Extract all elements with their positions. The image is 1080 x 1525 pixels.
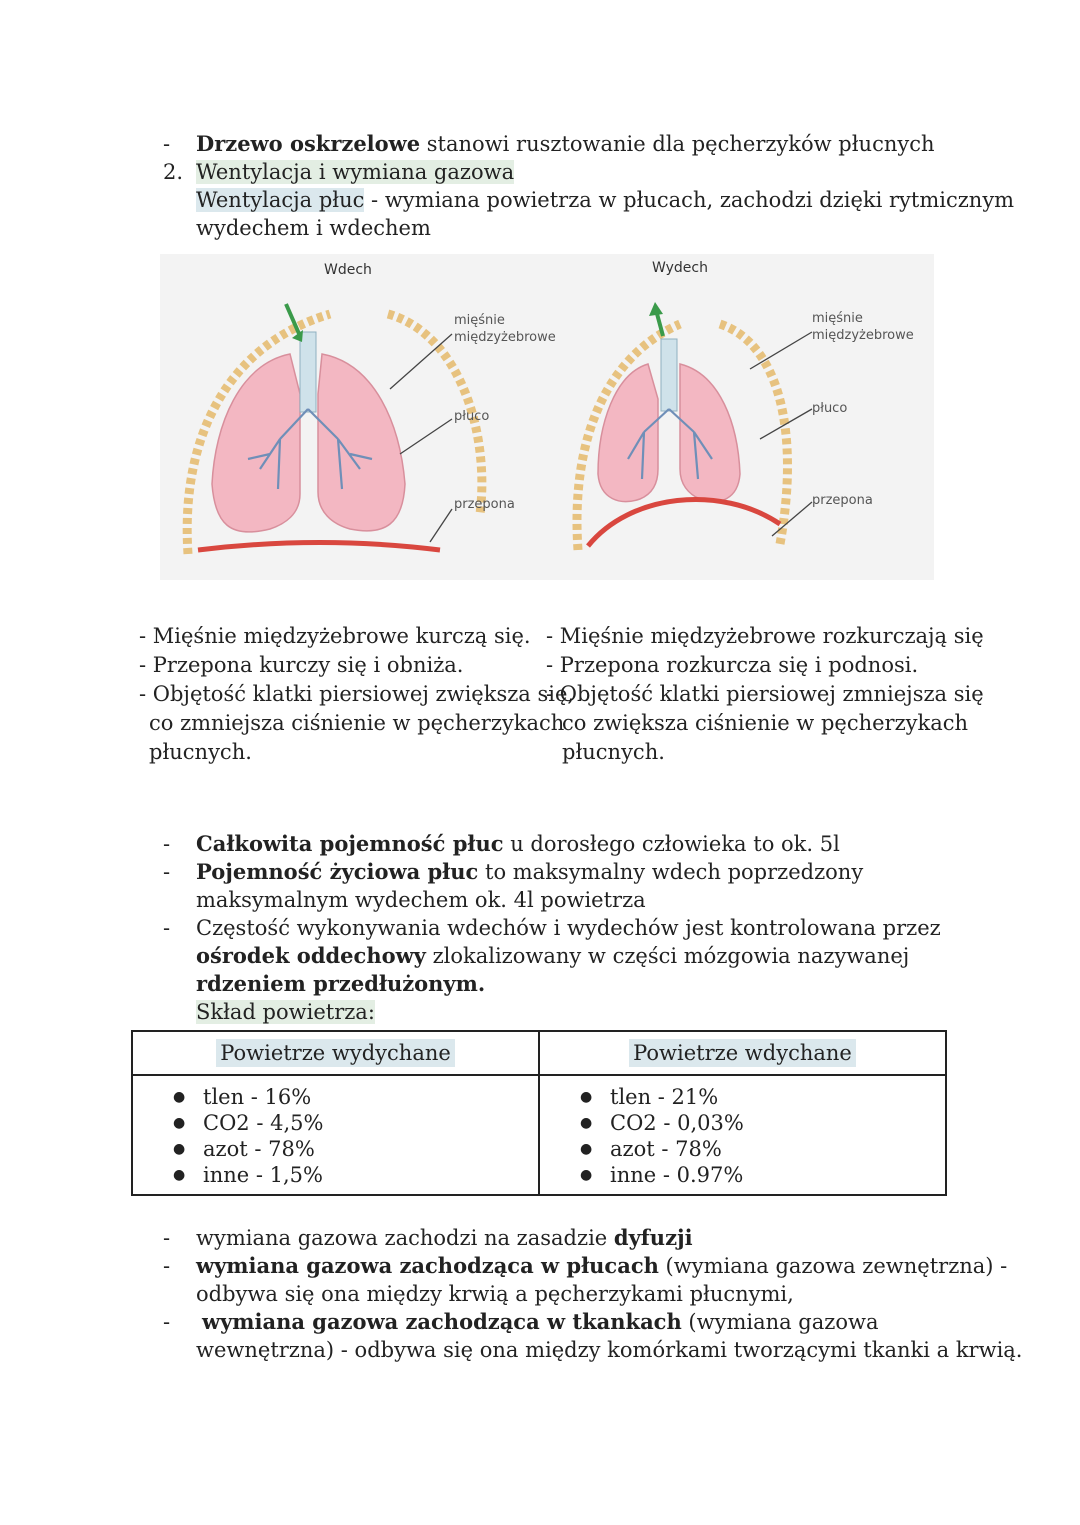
diaphragm-right xyxy=(588,499,780,546)
dash: - xyxy=(163,132,171,156)
list-item: ● tlen - 16% xyxy=(203,1084,538,1110)
inhale-diagram xyxy=(187,304,482,554)
line-medulla: rdzeniem przedłużonym. xyxy=(196,971,486,996)
list-item: ● inne - 1,5% xyxy=(203,1162,538,1188)
label-lung-left: płuco xyxy=(454,409,490,424)
diaphragm-left xyxy=(198,543,440,551)
trachea xyxy=(300,332,316,412)
label-lung-right: płuco xyxy=(812,401,848,416)
label-muscles-left: mięśnie międzyżebrowe xyxy=(454,313,556,345)
list-item: ● CO2 - 0,03% xyxy=(610,1110,945,1136)
line-ventilation: Wentylacja płuc - wymiana powietrza w płucach, zachodzi dzięki rytmicznym xyxy=(196,188,1015,212)
trachea-2 xyxy=(661,339,677,411)
inhale-title: Wdech xyxy=(324,262,372,278)
left-lung xyxy=(212,354,300,532)
list-number: 2. xyxy=(163,160,184,184)
line-vital-capacity-cont: maksymalnym wydechem ok. 4l powietrza xyxy=(196,888,646,912)
line-breathing-rate: Częstość wykonywania wdechów i wydechów jest kontrolowana przez xyxy=(196,916,941,940)
header-exhaled: Powietrze wydychane xyxy=(132,1031,539,1075)
inhale-notes: - Mięśnie międzyżebrowe kurczą się. - Przepona kurczy się i obniża. - Objętość klatki piersiowej zwiększa się, co zmniejsza ciśnienie w pęcherzykach płucnych. xyxy=(139,624,575,764)
air-composition-table xyxy=(131,1030,947,1196)
label-diaphragm-right: przepona xyxy=(812,493,873,508)
line-ventilation-cont: wydechem i wdechem xyxy=(196,216,431,240)
line-internal-exchange: wymiana gazowa zachodząca w tkankach (wymiana gazowa xyxy=(202,1309,879,1334)
line-diffusion: wymiana gazowa zachodzi na zasadzie dyfuzji xyxy=(196,1225,693,1250)
exhale-notes: - Mięśnie międzyżebrowe rozkurczają się - Przepona rozkurcza się i podnosi. - Objętość klatki piersiowej zmniejsza się co zwiększa ciśnienie w pęcherzykach płucnych. xyxy=(546,624,984,764)
header-inhaled: Powietrze wdychane xyxy=(539,1031,946,1075)
line-vital-capacity: Pojemność życiowa płuc to maksymalny wdech poprzedzony xyxy=(196,859,864,884)
right-lung-2 xyxy=(680,364,740,502)
label-diaphragm-left: przepona xyxy=(454,497,515,512)
inhaled-cell xyxy=(539,1075,946,1195)
list-item: ● azot - 78% xyxy=(203,1136,538,1162)
line-total-capacity: Całkowita pojemność płuc u dorosłego człowieka to ok. 5l xyxy=(196,831,840,856)
line-external-exchange: wymiana gazowa zachodząca w płucach (wymiana gazowa zewnętrzna) - xyxy=(196,1253,1008,1278)
left-lung-2 xyxy=(598,364,658,502)
section-heading: Wentylacja i wymiana gazowa xyxy=(196,160,515,184)
list-item: ● azot - 78% xyxy=(610,1136,945,1162)
line-breathing-center: ośrodek oddechowy zlokalizowany w części mózgowia nazywanej xyxy=(196,943,910,968)
line-external-exchange-cont: odbywa się ona między krwią a pęcherzykami płucnymi, xyxy=(196,1282,794,1306)
label-muscles-right: mięśnie międzyżebrowe xyxy=(812,311,914,343)
exhale-diagram xyxy=(577,302,812,550)
line-internal-exchange-cont: wewnętrzna) - odbywa się ona między komórkami tworzącymi tkanki a krwią. xyxy=(196,1338,1023,1362)
air-composition-heading: Skład powietrza: xyxy=(196,1000,375,1024)
line-bronchial-tree: Drzewo oskrzelowe stanowi rusztowanie dla pęcherzyków płucnych xyxy=(196,131,935,156)
exhaled-cell xyxy=(132,1075,539,1195)
list-item: ● inne - 0.97% xyxy=(610,1162,945,1188)
list-item: ● CO2 - 4,5% xyxy=(203,1110,538,1136)
breathing-diagram xyxy=(160,254,934,580)
exhale-title: Wydech xyxy=(652,260,708,276)
right-lung xyxy=(318,354,405,531)
lungs-illustration xyxy=(160,254,934,580)
list-item: ● tlen - 21% xyxy=(610,1084,945,1110)
